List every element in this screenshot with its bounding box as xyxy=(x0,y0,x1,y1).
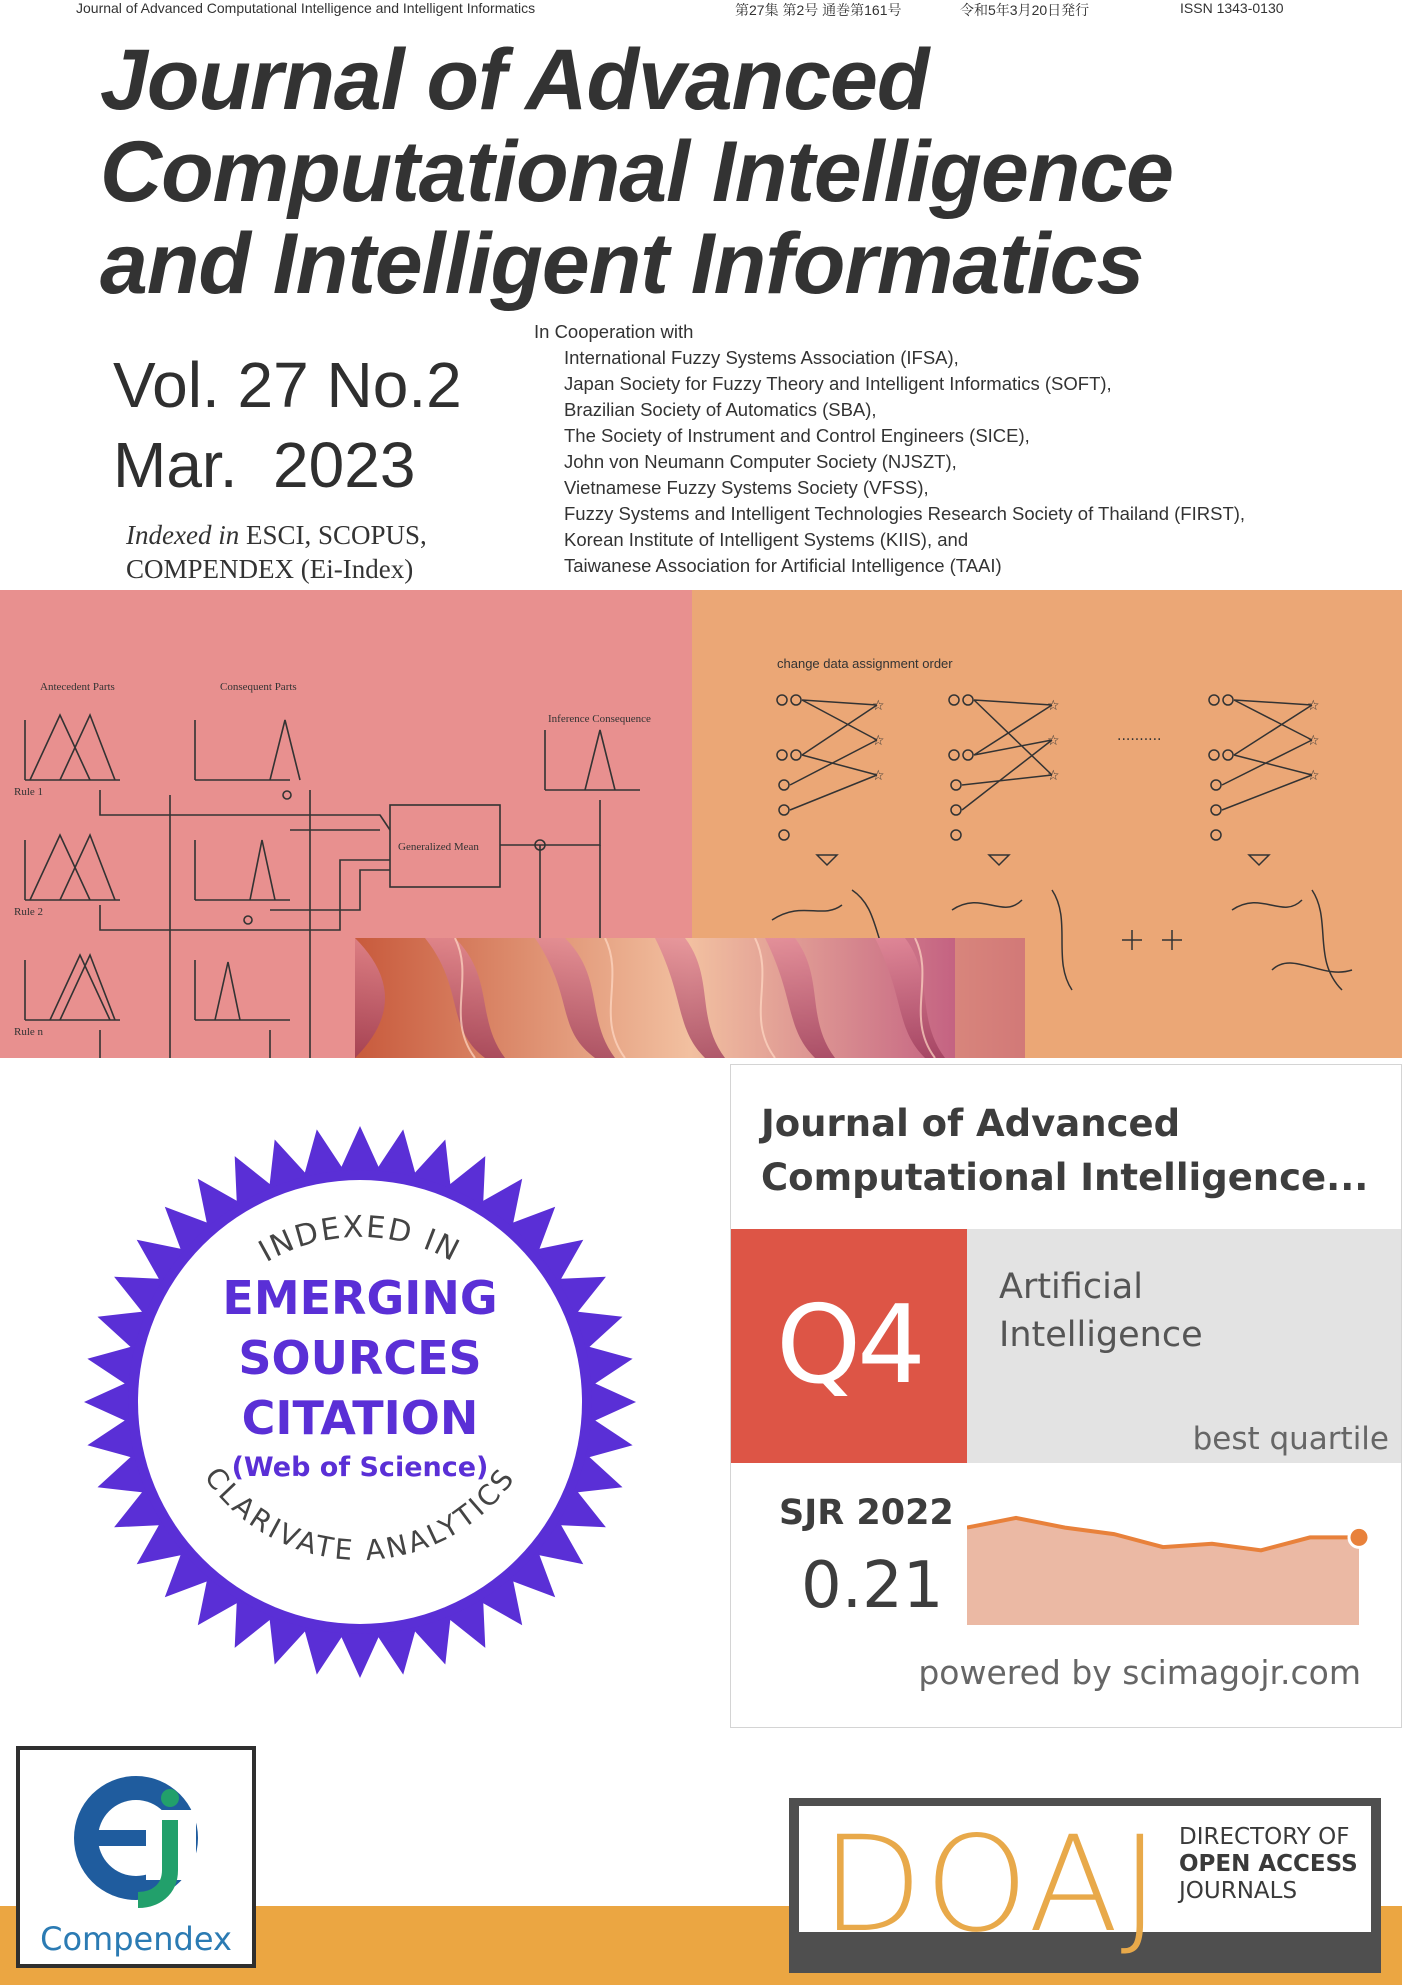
label-rule-1: Rule 1 xyxy=(14,786,44,798)
quartile-value: Q4 xyxy=(776,1283,922,1408)
label-consequent-parts: Consequent Parts xyxy=(220,681,297,693)
cooperation-item: International Fuzzy Systems Association (IFSA), xyxy=(564,347,959,368)
label-generalized-mean: Generalized Mean xyxy=(398,841,479,853)
category-line1: Artificial xyxy=(999,1267,1143,1307)
cooperation-item: The Society of Instrument and Control Engineers (SICE), xyxy=(564,425,1030,446)
sparkline-area xyxy=(967,1518,1359,1625)
svg-text:☆: ☆ xyxy=(1047,768,1060,784)
quartile-badge xyxy=(731,1229,967,1463)
svg-text:☆: ☆ xyxy=(872,698,885,714)
cooperation-list xyxy=(534,345,1245,579)
seal-line-wos: (Web of Science) xyxy=(231,1452,489,1483)
abstract-pattern-svg xyxy=(355,938,1025,1058)
doaj-line3: JOURNALS xyxy=(1179,1878,1298,1904)
label-antecedent-parts: Antecedent Parts xyxy=(40,681,115,693)
cooperation-heading: In Cooperation with xyxy=(534,321,694,342)
esci-seal-svg xyxy=(80,1122,640,1682)
svg-text:☆: ☆ xyxy=(1047,733,1060,749)
cover-art xyxy=(0,590,1402,1058)
label-inference-consequence: Inference Consequence xyxy=(548,713,651,725)
scimago-widget[interactable] xyxy=(730,1064,1402,1728)
cooperation-item: Korean Institute of Intelligent Systems (KIIS), and xyxy=(564,529,969,550)
journal-title-line3: and Intelligent Informatics xyxy=(100,216,1144,312)
svg-text:☆: ☆ xyxy=(872,733,885,749)
label-rule-n: Rule n xyxy=(14,1026,44,1038)
doaj-logo[interactable] xyxy=(789,1798,1381,1973)
sjr-sparkline xyxy=(967,1485,1373,1625)
category-line2: Intelligence xyxy=(999,1315,1203,1355)
ei-logo-icon xyxy=(20,1750,252,1920)
issue-date: Mar. 2023 xyxy=(113,429,416,501)
svg-text:☆: ☆ xyxy=(1307,733,1320,749)
powered-by[interactable]: powered by scimagojr.com xyxy=(918,1653,1361,1692)
scimago-title-line1: Journal of Advanced xyxy=(761,1102,1181,1145)
quartile-caption: best quartile xyxy=(1192,1421,1389,1457)
scimago-title-line2: Computational Intelligence... xyxy=(761,1156,1369,1199)
esci-seal xyxy=(80,1122,640,1682)
label-rule-2: Rule 2 xyxy=(14,906,44,918)
running-header-issue-jp: 第27集 第2号 通巻第161号 xyxy=(735,2,902,18)
doaj-line2: OPEN ACCESS xyxy=(1179,1851,1358,1877)
seal-bottom-arc: CLARIVATE ANALYTICS xyxy=(197,1460,523,1568)
compendex-logo[interactable] xyxy=(16,1746,256,1968)
journal-title-line1: Journal of Advanced xyxy=(100,32,929,128)
running-header-date-jp: 令和5年3月20日発行 xyxy=(960,2,1090,18)
compendex-label: Compendex xyxy=(40,1920,232,1958)
cooperation-item: John von Neumann Computer Society (NJSZT), xyxy=(564,451,957,472)
running-header xyxy=(0,0,1402,18)
assignment-caption: change data assignment order xyxy=(777,656,953,671)
doaj-letters: DOAJ xyxy=(821,1808,1162,1962)
journal-title xyxy=(100,34,1173,310)
cooperation-item: Fuzzy Systems and Intelligent Technologies Research Society of Thailand (FIRST), xyxy=(564,503,1246,524)
cooperation-item: Japan Society for Fuzzy Theory and Intelligent Informatics (SOFT), xyxy=(564,373,1112,394)
cooperation-item: Vietnamese Fuzzy Systems Society (VFSS), xyxy=(564,477,929,498)
seal-line-citation: CITATION xyxy=(241,1391,479,1445)
doaj-logo-panel xyxy=(799,1806,1371,1962)
svg-text:☆: ☆ xyxy=(1307,768,1320,784)
indexing-prefix: Indexed in xyxy=(126,520,240,550)
issue-volume: Vol. 27 No.2 xyxy=(113,349,462,421)
indexing-line2: COMPENDEX (Ei-Index) xyxy=(126,554,414,584)
cooperation-block xyxy=(534,319,1245,579)
journal-title-line2: Computational Intelligence xyxy=(100,124,1173,220)
sjr-value: 0.21 xyxy=(801,1549,944,1623)
sjr-year-label: SJR 2022 xyxy=(779,1493,954,1533)
abstract-pattern xyxy=(355,938,1025,1058)
svg-text:☆: ☆ xyxy=(1047,698,1060,714)
doaj-line1: DIRECTORY OF xyxy=(1179,1824,1350,1850)
seal-top-arc: INDEXED IN xyxy=(253,1209,467,1270)
category-panel xyxy=(967,1229,1401,1463)
running-header-issn: ISSN 1343-0130 xyxy=(1180,0,1284,16)
seal-line-emerging: EMERGING xyxy=(222,1271,498,1325)
running-header-journal: Journal of Advanced Computational Intelligence and Intelligent Informatics xyxy=(76,0,536,16)
indexing-note xyxy=(126,518,427,586)
svg-text:☆: ☆ xyxy=(872,768,885,784)
seal-line-sources: SOURCES xyxy=(238,1331,482,1385)
cooperation-item: Taiwanese Association for Artificial Intelligence (TAAI) xyxy=(564,555,1002,576)
indexing-line1: ESCI, SCOPUS, xyxy=(239,520,427,550)
doaj-wordmark xyxy=(1179,1824,1358,1905)
sparkline-last-point xyxy=(1349,1527,1369,1547)
category-name xyxy=(999,1263,1203,1359)
scimago-journal-title xyxy=(761,1097,1368,1205)
svg-text:☆: ☆ xyxy=(1307,698,1320,714)
svg-text:..........: .......... xyxy=(1117,728,1162,744)
cooperation-item: Brazilian Society of Automatics (SBA), xyxy=(564,399,877,420)
issue-info xyxy=(113,345,462,505)
